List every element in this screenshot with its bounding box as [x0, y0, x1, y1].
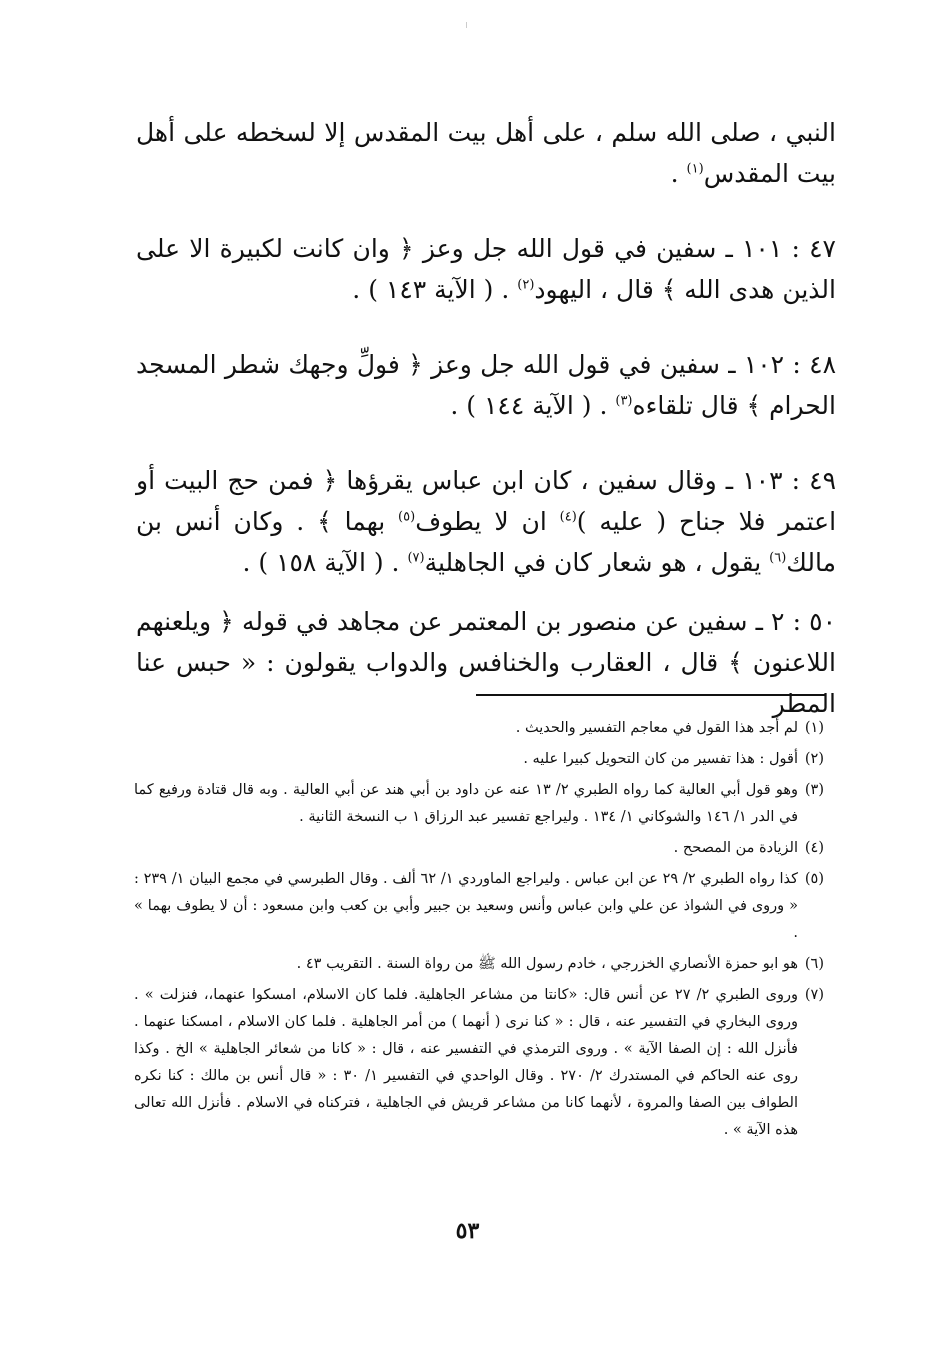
- footnote-ref[interactable]: (٧): [407, 550, 425, 566]
- footnote-number: (١): [804, 720, 824, 736]
- footnote-number: (٣): [804, 782, 824, 798]
- footnote-1: [134, 715, 824, 742]
- footnote-7: [134, 982, 824, 1144]
- footnote-text: لم أجد هذا القول في معاجم التفسير والحديث .: [515, 720, 798, 736]
- footnote-number: (٧): [804, 987, 825, 1003]
- footnote-text: وهو قول أبي العالية كما رواه الطبري ٢/ ١٣ عنه عن داود بن أبي هند عن أبي العالية . وبه قال قتادة ورفيع كما في الدر ١/ ١٤٦ والشوكاني ١/ ١٣٤ . وليراجع تفسير عبد الرزاق ١ ب النسخة الثانية .: [134, 782, 798, 825]
- page-number: ٥٣: [455, 1218, 480, 1244]
- footnote-separator: [476, 694, 826, 696]
- footnote-2: [134, 746, 824, 773]
- footnote-4: [134, 835, 824, 862]
- footnote-text: أقول : هذا تفسير من كان التحويل كبيرا عليه .: [523, 751, 798, 767]
- paragraph-3: [136, 344, 836, 426]
- footnote-ref[interactable]: (١): [686, 161, 704, 177]
- footnote-text: كذا رواه الطبري ٢/ ٢٩ عن ابن عباس . وليراجع الماوردي ١/ ٦٢ ألف . وقال الطبرسي في مجمع البيان ١/ ٢٣٩ : « وروى في الشواذ عن علي وابن عباس وأنس وسعيد بن جبير وأبي بن كعب وابن مسعود : أن لا يطوف بهما » .: [134, 871, 799, 941]
- paragraph-text: ٤٨ : ١٠٢ ـ سفين في قول الله جل وعز ﴿ فولِّ وجهك شطر المسجد الحرام ﴾ قال تلقاءه: [136, 350, 836, 420]
- paragraph-tail: . ( الآية ١٥٨ ) .: [242, 548, 408, 577]
- scan-mark: [466, 22, 467, 28]
- paragraph-text: بهما ﴾ . وكان أنس بن مالك: [136, 507, 836, 577]
- paragraph-text: ٤٧ : ١٠١ ـ سفين في قول الله جل وعز ﴿ وان كانت لكبيرة الا على الذين هدى الله ﴾ قال ، اليهود: [136, 234, 836, 304]
- paragraph-2: [136, 228, 836, 310]
- footnote-ref[interactable]: (٣): [615, 393, 633, 409]
- footnote-ref[interactable]: (٥): [398, 509, 416, 525]
- footnote-ref[interactable]: (٦): [769, 550, 787, 566]
- paragraph-tail: . ( الآية ١٤٤ ) .: [450, 391, 616, 420]
- main-text: [136, 112, 836, 758]
- footnote-text: الزيادة من المصحح .: [673, 840, 798, 856]
- footnote-text: وروى الطبري ٢/ ٢٧ عن أنس قال: «كانتا من مشاعر الجاهلية. فلما كان الاسلام، امسكوا عنهما،، فنزلت » . وروى البخاري في التفسير عنه ، قال : « كنا نرى ( أنهما ) من أمر الجاهلية . فلما كان الاسلام ، امسكنا عنهما . فأنزل الله : إن الصفا الآية » . وروى الترمذي في التفسير عنه ، قال : « كانا من شعائر الجاهلية » الخ . وكذا روى عنه الحاكم في المستدرك ٢/ ٢٧٠ . وقال الواحدي في التفسير ١/ ٣٠ : « قال أنس بن مالك : كنا نكره الطواف بين الصفا والمروة ، لأنهما كانا من مشاعر قريش في الجاهلية ، فتركناه في الاسلام . فأنزل الله تعالى هذه الآية » .: [134, 987, 799, 1138]
- paragraph-4: [136, 460, 836, 583]
- paragraph-text: ٥٠ : ٢ ـ سفين عن منصور بن المعتمر عن مجاهد في قوله ﴿ ويلعنهم اللاعنون ﴾ قال ، العقارب والخنافس والدواب يقولون : « حبس عنا المطر: [136, 607, 836, 718]
- paragraph-tail: . ( الآية ١٤٣ ) .: [352, 275, 518, 304]
- paragraph-text: النبي ، صلى الله سلم ، على أهل بيت المقدس إلا لسخطه على أهل بيت المقدس: [136, 118, 836, 188]
- paragraph-text: ٤٩ : ١٠٣ ـ وقال سفين ، كان ابن عباس يقرؤها ﴿ فمن حج البيت أو اعتمر فلا جناح ( عليه ): [136, 466, 837, 536]
- footnote-number: (٢): [804, 751, 824, 767]
- footnotes: [134, 715, 824, 1148]
- paragraph-tail: .: [670, 159, 687, 188]
- paragraph-text: ان لا يطوف: [415, 507, 560, 536]
- paragraph-text: يقول ، هو شعار كان في الجاهلية: [424, 548, 770, 577]
- footnote-3: [134, 777, 824, 831]
- paragraph-1: [136, 112, 836, 194]
- footnote-6: [134, 951, 824, 978]
- footnote-5: [134, 866, 824, 947]
- footnote-number: (٥): [804, 871, 825, 887]
- footnote-ref[interactable]: (٢): [517, 277, 535, 293]
- footnote-number: (٦): [804, 956, 824, 972]
- footnote-ref[interactable]: (٤): [559, 509, 577, 525]
- footnote-text: هو ابو حمزة الأنصاري الخزرجي ، خادم رسول الله ﷺ من رواة السنة . التقريب ٤٣ .: [296, 956, 798, 972]
- paragraph-5: [136, 601, 836, 724]
- footnote-number: (٤): [804, 840, 824, 856]
